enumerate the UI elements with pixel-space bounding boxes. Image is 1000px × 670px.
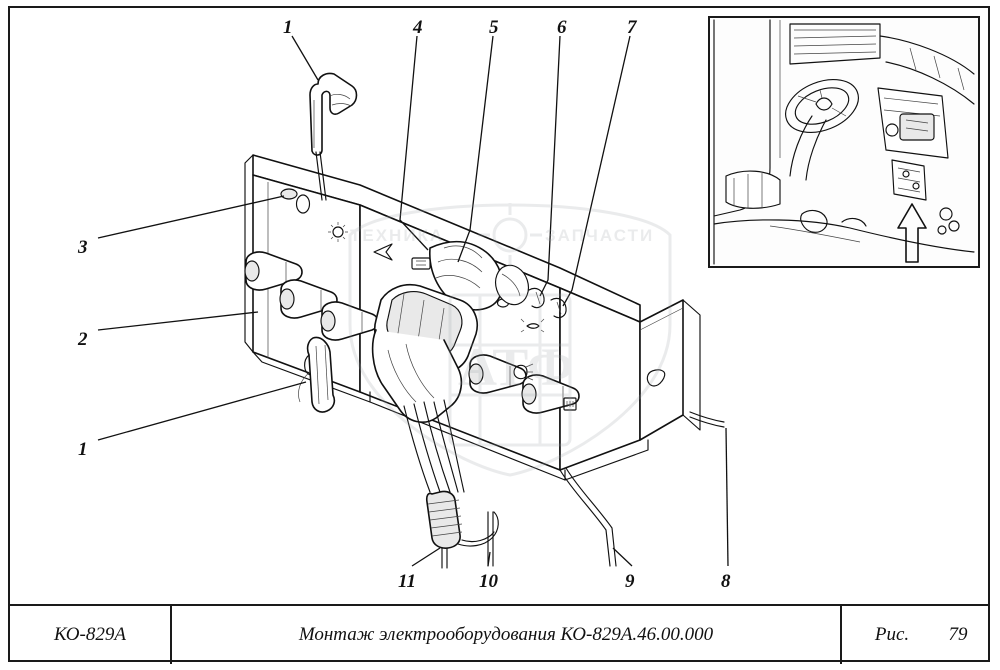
- callout-7: 7: [627, 17, 637, 38]
- watermark-mark: АТФ: [458, 337, 574, 397]
- callout-8: 8: [721, 571, 731, 592]
- callout-3: 3: [78, 237, 88, 258]
- callout-5: 5: [489, 17, 499, 38]
- callout-10: 10: [479, 571, 498, 592]
- callout-9: 9: [625, 571, 635, 592]
- callout-4: 4: [413, 17, 423, 38]
- callout-6: 6: [557, 17, 567, 38]
- control-lever-lower: [305, 337, 335, 412]
- caption-bar: [10, 604, 988, 662]
- figure-title: Монтаж электрооборудования КО-829А.46.00.000: [298, 624, 714, 645]
- watermark-text-2: ЗАПЧАСТИ: [545, 226, 655, 245]
- figure-number: 79: [948, 624, 968, 645]
- figure-label: Рис.: [874, 624, 910, 645]
- callout-2: 2: [78, 329, 88, 350]
- model-designation: КО-829А: [54, 624, 126, 645]
- cab-interior-inset: [708, 16, 980, 268]
- callout-1-left: 1: [78, 439, 88, 460]
- watermark-text-1: ТЕХНИКА: [350, 226, 445, 245]
- callout-11: 11: [398, 571, 416, 592]
- callout-1-top: 1: [283, 17, 293, 38]
